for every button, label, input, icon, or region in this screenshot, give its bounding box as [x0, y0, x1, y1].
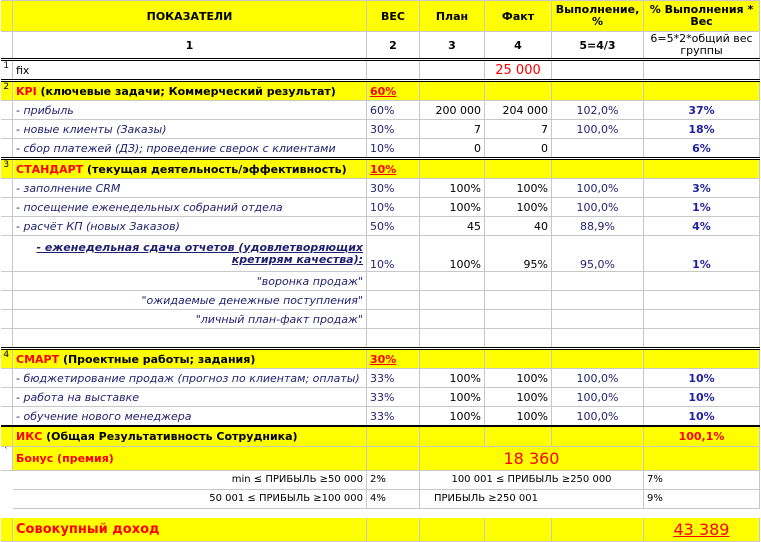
- smart-row-weight: 33%: [367, 369, 420, 388]
- smart-title: [13, 349, 367, 369]
- weekly-result: 1%: [644, 236, 760, 272]
- standart-row-fact: 100%: [485, 179, 552, 198]
- kpi-section-row: [1, 81, 760, 101]
- smart-row-completion: 100,0%: [552, 407, 644, 427]
- scale-condition: 100 001 ≤ ПРИБЫЛЬ ≥250 000: [420, 470, 644, 489]
- standart-row-label: - заполнение CRM: [13, 179, 367, 198]
- standart-title-text: (текущая деятельность/эффективность): [83, 162, 347, 176]
- fix-value: 25 000: [485, 60, 552, 81]
- iks-text: (Общая Результативность Сотрудника): [42, 429, 298, 443]
- smart-row-label: - работа на выставке: [13, 388, 367, 407]
- standart-row: [1, 179, 760, 198]
- kpi-title-text: (ключевые задачи; Коммерческий результат): [36, 84, 336, 98]
- standart-row-weight: 50%: [367, 217, 420, 236]
- header-numbers-row: [1, 32, 760, 60]
- header-plan: План: [420, 1, 485, 32]
- weekly-weight: 10%: [367, 236, 420, 272]
- standart-row-fact: 100%: [485, 198, 552, 217]
- kpi-weight: 60%: [367, 81, 420, 101]
- smart-row-completion: 100,0%: [552, 388, 644, 407]
- weekly-label-line1: - еженедельная сдача отчетов (удовлетворяющих: [36, 240, 363, 254]
- standart-row-plan: 100%: [420, 198, 485, 217]
- fix-row: [1, 60, 760, 81]
- kpi-row: [1, 139, 760, 159]
- scale-percent: 7%: [644, 470, 760, 489]
- iks-row: [1, 426, 760, 446]
- smart-row-fact: 100%: [485, 369, 552, 388]
- scale-percent: 4%: [367, 489, 420, 508]
- smart-row-weight: 33%: [367, 407, 420, 427]
- standart-subreport-row: [1, 310, 760, 329]
- standart-weekly-row: [1, 236, 760, 272]
- header-num-4: 4: [485, 32, 552, 60]
- standart-row-weight: 10%: [367, 198, 420, 217]
- standart-row-fact: 40: [485, 217, 552, 236]
- smart-row-result: 10%: [644, 388, 760, 407]
- row-number: 3: [1, 159, 13, 179]
- header-vypolnenie: Выполнение, %: [552, 1, 644, 32]
- standart-weight: 10%: [367, 159, 420, 179]
- weekly-label-line2: кретирям качества):: [231, 252, 363, 266]
- kpi-row-weight: 30%: [367, 120, 420, 139]
- row-number: 2: [1, 81, 13, 101]
- spacer-row: [1, 508, 760, 517]
- kpi-row: [1, 120, 760, 139]
- header-num-2: 2: [367, 32, 420, 60]
- header-vypolnenie-ves: % Выполнения * Вес: [644, 1, 760, 32]
- kpi-row-plan: 7: [420, 120, 485, 139]
- kpi-row-label: - новые клиенты (Заказы): [13, 120, 367, 139]
- smart-row-weight: 33%: [367, 388, 420, 407]
- scale-condition: ПРИБЫЛЬ ≥250 001: [420, 489, 644, 508]
- standart-row-label: - расчёт КП (новых Заказов): [13, 217, 367, 236]
- kpi-title: [13, 81, 367, 101]
- smart-row-plan: 100%: [420, 407, 485, 427]
- header-num-3: 3: [420, 32, 485, 60]
- subreport-label: "воронка продаж": [13, 272, 367, 291]
- header-fakt: Факт: [485, 1, 552, 32]
- row-number: 4: [1, 349, 13, 369]
- standart-title: [13, 159, 367, 179]
- smart-row-fact: 100%: [485, 388, 552, 407]
- fix-label: fix: [13, 60, 367, 81]
- smart-row-result: 10%: [644, 407, 760, 427]
- kpi-row-fact: 204 000: [485, 101, 552, 120]
- spacer-row: [1, 329, 760, 349]
- total-value: 43 389: [644, 517, 760, 541]
- smart-title-text: (Проектные работы; задания): [59, 352, 256, 366]
- bonus-mark: `: [1, 446, 13, 470]
- iks-value: 100,1%: [644, 426, 760, 446]
- bonus-scale-row: [1, 470, 760, 489]
- standart-row: [1, 217, 760, 236]
- smart-row-plan: 100%: [420, 369, 485, 388]
- kpi-row-result: 18%: [644, 120, 760, 139]
- standart-row-result: 1%: [644, 198, 760, 217]
- smart-row-fact: 100%: [485, 407, 552, 427]
- bonus-label: Бонус (премия): [13, 446, 367, 470]
- kpi-row-result: 37%: [644, 101, 760, 120]
- kpi-row-result: 6%: [644, 139, 760, 159]
- standart-title-code: СТАНДАРТ: [16, 162, 84, 176]
- header-ves: ВЕС: [367, 1, 420, 32]
- smart-row-result: 10%: [644, 369, 760, 388]
- smart-title-code: СМАРТ: [16, 352, 60, 366]
- smart-weight: 30%: [367, 349, 420, 369]
- kpi-title-code: KPI: [16, 84, 37, 98]
- subreport-label: "ожидаемые денежные поступления": [13, 291, 367, 310]
- standart-row-completion: 100,0%: [552, 179, 644, 198]
- standart-row-result: 4%: [644, 217, 760, 236]
- total-label: Совокупный доход: [13, 517, 367, 541]
- standart-row-plan: 100%: [420, 179, 485, 198]
- standart-subreport-row: [1, 272, 760, 291]
- bonus-scale-row: [1, 489, 760, 508]
- weekly-label: [13, 236, 367, 272]
- standart-row-completion: 88,9%: [552, 217, 644, 236]
- scale-percent: 2%: [367, 470, 420, 489]
- kpi-row: [1, 101, 760, 120]
- scale-condition: min ≤ ПРИБЫЛЬ ≥50 000: [13, 470, 367, 489]
- standart-row-label: - посещение еженедельных собраний отдела: [13, 198, 367, 217]
- smart-row: [1, 407, 760, 427]
- row-number: 1: [1, 60, 13, 81]
- weekly-plan: 100%: [420, 236, 485, 272]
- header-num-5: 5=4/3: [552, 32, 644, 60]
- standart-row-result: 3%: [644, 179, 760, 198]
- kpi-row-weight: 10%: [367, 139, 420, 159]
- smart-row: [1, 388, 760, 407]
- iks-label: [13, 426, 367, 446]
- scale-percent: 9%: [644, 489, 760, 508]
- standart-row-weight: 30%: [367, 179, 420, 198]
- kpi-row-weight: 60%: [367, 101, 420, 120]
- total-row: [1, 517, 760, 541]
- header-num-1: 1: [13, 32, 367, 60]
- bonus-value: 18 360: [420, 446, 644, 470]
- kpi-row-plan: 0: [420, 139, 485, 159]
- smart-row-completion: 100,0%: [552, 369, 644, 388]
- kpi-row-completion: 100,0%: [552, 120, 644, 139]
- smart-row-label: - обучение нового менеджера: [13, 407, 367, 427]
- standart-row-completion: 100,0%: [552, 198, 644, 217]
- weekly-fact: 95%: [485, 236, 552, 272]
- smart-row: [1, 369, 760, 388]
- iks-code: ИКС: [16, 429, 43, 443]
- standart-subreport-row: [1, 291, 760, 310]
- header-row: [1, 1, 760, 32]
- standart-row-plan: 45: [420, 217, 485, 236]
- kpi-row-label: - прибыль: [13, 101, 367, 120]
- standart-section-row: [1, 159, 760, 179]
- header-num-6: 6=5*2*общий вес группы: [644, 32, 760, 60]
- smart-section-row: [1, 349, 760, 369]
- scale-condition: 50 001 ≤ ПРИБЫЛЬ ≥100 000: [13, 489, 367, 508]
- kpi-row-plan: 200 000: [420, 101, 485, 120]
- subreport-label: "личный план-факт продаж": [13, 310, 367, 329]
- kpi-row-label: - сбор платежей (ДЗ); проведение сверок с клиентами: [13, 139, 367, 159]
- kpi-row-fact: 0: [485, 139, 552, 159]
- header-pokazateli: ПОКАЗАТЕЛИ: [13, 1, 367, 32]
- bonus-row: [1, 446, 760, 470]
- smart-row-label: - бюджетирование продаж (прогноз по клиентам; оплаты): [13, 369, 367, 388]
- kpi-row-completion: 102,0%: [552, 101, 644, 120]
- standart-row: [1, 198, 760, 217]
- kpi-row-fact: 7: [485, 120, 552, 139]
- smart-row-plan: 100%: [420, 388, 485, 407]
- kpi-row-completion: [552, 139, 644, 159]
- weekly-completion: 95,0%: [552, 236, 644, 272]
